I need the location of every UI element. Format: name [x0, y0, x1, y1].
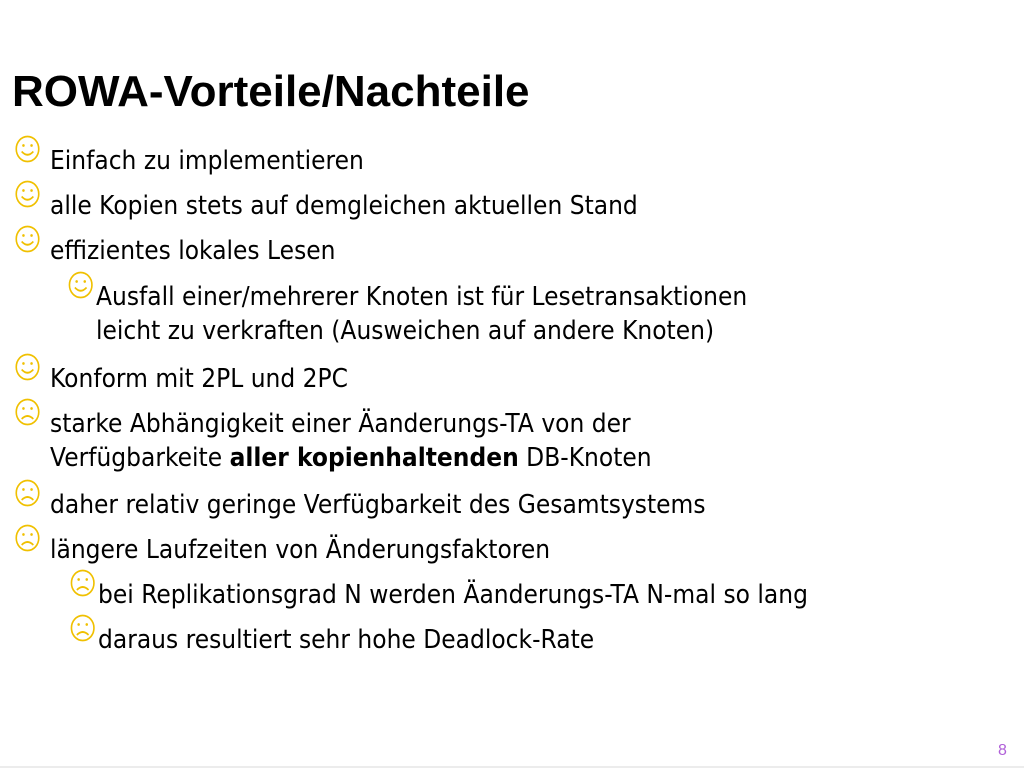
bullet-item [50, 144, 364, 178]
bullet-text: bei Replikationsgrad N werden Äanderungs-TA N-mal so lang [98, 580, 808, 610]
bullet-text: Konform mit 2PL und 2PC [50, 364, 348, 394]
frowney-icon [69, 613, 96, 643]
bullet-text: effizientes lokales Lesen [50, 236, 336, 266]
bullet-item [98, 623, 594, 657]
bullet-item [50, 533, 550, 567]
bullet-item [50, 234, 335, 268]
smiley-icon [14, 352, 41, 382]
bullet-item [96, 280, 747, 348]
bullet-text [50, 441, 652, 475]
frowney-icon [69, 568, 96, 598]
smiley-icon [67, 270, 94, 300]
page-number: 8 [998, 742, 1007, 759]
bullet-item [50, 189, 638, 223]
bullet-text: starke Abhängigkeit einer Äanderungs-TA von der [50, 409, 631, 439]
bullet-text: daher relativ geringe Verfügbarkeit des Gesamtsystems [50, 490, 706, 520]
slide-title: ROWA-Vorteile/Nachteile [12, 67, 530, 116]
frowney-icon [14, 397, 41, 427]
bullet-text-bold: aller kopienhaltenden [229, 443, 519, 473]
bullet-text: alle Kopien stets auf demgleichen aktuellen Stand [50, 191, 638, 221]
bullet-text: daraus resultiert sehr hohe Deadlock-Rate [98, 625, 595, 655]
bullet-text: Einfach zu implementieren [50, 146, 364, 176]
bullet-text: leicht zu verkraften (Ausweichen auf andere Knoten) [96, 316, 715, 346]
bullet-item [50, 362, 348, 396]
smiley-icon [14, 179, 41, 209]
bullet-text: längere Laufzeiten von Änderungsfaktoren [50, 535, 551, 565]
bullet-text: Ausfall einer/mehrerer Knoten ist für Lesetransaktionen [96, 282, 748, 312]
smiley-icon [14, 134, 41, 164]
bullet-item [50, 407, 652, 475]
frowney-icon [14, 523, 41, 553]
bullet-text-post: DB-Knoten [518, 443, 652, 473]
bullet-text-pre: Verfügbarkeite [50, 443, 230, 473]
bullet-item [50, 488, 706, 522]
frowney-icon [14, 478, 41, 508]
bullet-item [98, 578, 808, 612]
smiley-icon [14, 224, 41, 254]
